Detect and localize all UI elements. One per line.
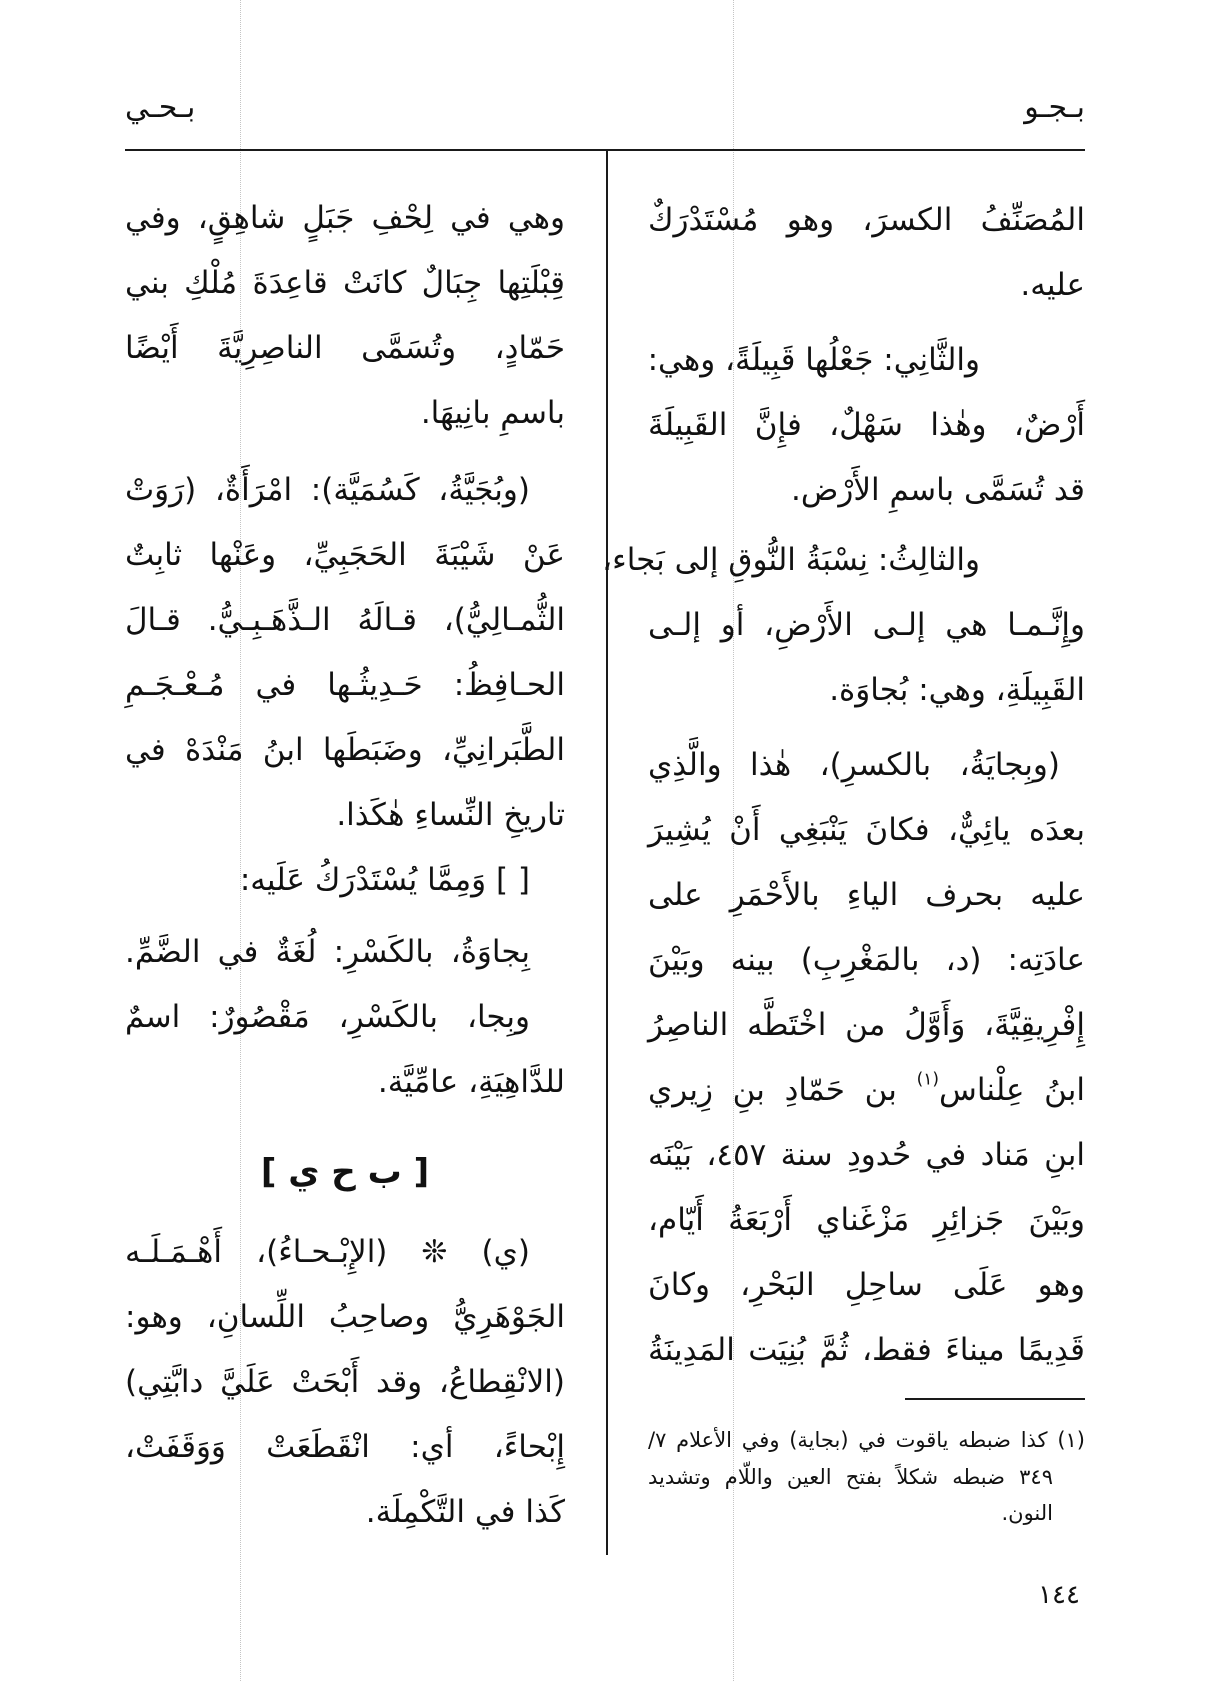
text-line: وإِنَّـمـا هي إلـى الأَرْضِ، أو إلـى (648, 607, 1085, 643)
text-line: الجَوْهَرِيُّ وصاحِبُ اللِّسانِ، وهو: (125, 1299, 565, 1335)
footnote-line: (١) كذا ضبطه ياقوت في (بجاية) وفي الأعلام ٧/ (648, 1428, 1085, 1452)
text-line: للدَّاهِيَةِ، عامِّيَّة. (377, 1064, 565, 1100)
text-line: إِفْرِيقِيَّةَ، وَأَوَّلُ من اخْتَطَّه الناصِرُ (648, 1007, 1085, 1043)
text-line: وهي في لِحْفِ جَبَلٍ شاهِقٍ، وفي (125, 200, 565, 236)
text-line: ابنِ مَناد في حُدودِ سنة ٤٥٧، بَيْنَه (648, 1137, 1085, 1173)
text-segment: بن حَمّادِ بنِ زِيري (648, 1072, 917, 1108)
text-line: أَرْضٌ، وهٰذا سَهْلٌ، فإِنَّ القَبِيلَةَ (648, 407, 1085, 443)
footnote-line: ٣٤٩ ضبطه شكلاً بفتح العين واللّام وتشديد (648, 1465, 1053, 1489)
text-line: كَذا في التَّكْمِلَة. (365, 1494, 565, 1530)
text-line: قد تُسَمَّى باسمِ الأَرْض. (791, 472, 1085, 508)
text-line: الحـافِظُ: حَـدِيثُـها في مُـعْـجَـمِ (125, 667, 565, 703)
footnote-rule (905, 1398, 1085, 1400)
left-column (125, 0, 565, 1681)
text-line: (وبِجايَةُ، بالكسرِ)، هٰذا والَّذِي (648, 747, 1060, 783)
footnote-ref: (١) (916, 1069, 940, 1090)
header-title-right: بـجـو (1024, 90, 1085, 125)
text-line: عليه بحرف الياءِ بالأَحْمَرِ على (648, 877, 1085, 913)
text-line: قَدِيمًا ميناءَ فقط، ثُمَّ بُنِيَت المَدِينَةُ (648, 1332, 1085, 1368)
page-number: ١٤٤ (1038, 1580, 1080, 1610)
text-line: (وبُجَيَّةُ، كَسُمَيَّة): امْرَأَةٌ، (رَوَتْ (125, 472, 530, 508)
text-line: إِبْحاءً، أي: انْقَطَعَتْ وَوَقَفَتْ، (125, 1429, 565, 1465)
column-divider (606, 150, 608, 1555)
text-line: والثَّانِي: جَعْلُها قَبِيلَةً، وهي: (647, 342, 980, 378)
text-line: الثُّمـالِيُّ)، قـالَهُ الـذَّهَـبِـيُّ. قـالَ (125, 602, 565, 638)
text-line: وبَيْنَ جَزائِرِ مَزْغَناي أَرْبَعَةُ أَيّام، (648, 1202, 1085, 1238)
text-line (648, 1060, 1085, 1120)
text-segment: ابنُ عِلْناس (939, 1072, 1085, 1108)
header-title-left: بـحـي (125, 90, 196, 125)
entry-heading: [ ب ح ي ] (260, 1152, 430, 1192)
text-line: [ ] وَمِمَّا يُسْتَدْرَكُ عَلَيه: (239, 862, 530, 898)
text-line: المُصَنِّفُ الكسرَ، وهو مُسْتَدْرَكٌ (648, 202, 1085, 238)
text-line: بعدَه يائِيٌّ، فكانَ يَنْبَغِي أَنْ يُشِيرَ (648, 812, 1085, 848)
text-line: تاريخِ النِّساءِ هٰكَذا. (336, 797, 565, 833)
text-line: القَبِيلَةِ، وهي: بُجاوَة. (829, 672, 1085, 708)
text-line: باسمِ بانِيهَا. (420, 395, 565, 431)
right-column (602, 0, 1085, 1681)
text-line: (الانْقِطاعُ، وقد أَبْحَتْ عَلَيَّ دابَّتِي) (125, 1364, 565, 1400)
text-line: عليه. (1020, 267, 1085, 303)
footnote-line: النون. (1001, 1501, 1053, 1525)
text-line: عَنْ شَيْبَةَ الحَجَبِيِّ، وعَنْها ثابِتٌ (125, 537, 565, 573)
text-line: وبِجا، بالكَسْرِ، مَقْصُورٌ: اسمٌ (125, 999, 530, 1035)
text-line: عادَتِه: (د، بالمَغْرِبِ) بينه وبَيْنَ (648, 942, 1085, 978)
text-line: الطَّبَرانِيِّ، وضَبَطَها ابنُ مَنْدَهْ في (125, 732, 565, 768)
text-line: حَمّادٍ، وتُسَمَّى الناصِرِيَّةَ أَيْضًا (125, 330, 565, 366)
text-line: وهو عَلَى ساحِلِ البَحْرِ، وكانَ (648, 1267, 1085, 1303)
text-line: قِبْلَتِها جِبَالٌ كانَتْ قاعِدَةَ مُلْكِ بني (125, 265, 565, 301)
text-line: (ي) ❊ (الإِبْـحـاءُ)، أَهْـمَـلَـه (125, 1234, 530, 1270)
text-line: بِجاوَةُ، بالكَسْرِ: لُغَةٌ في الضَّمِّ. (125, 934, 530, 970)
text-line: والثالِثُ: نِسْبَةُ النُّوقِ إلى بَجاء، (602, 542, 980, 578)
